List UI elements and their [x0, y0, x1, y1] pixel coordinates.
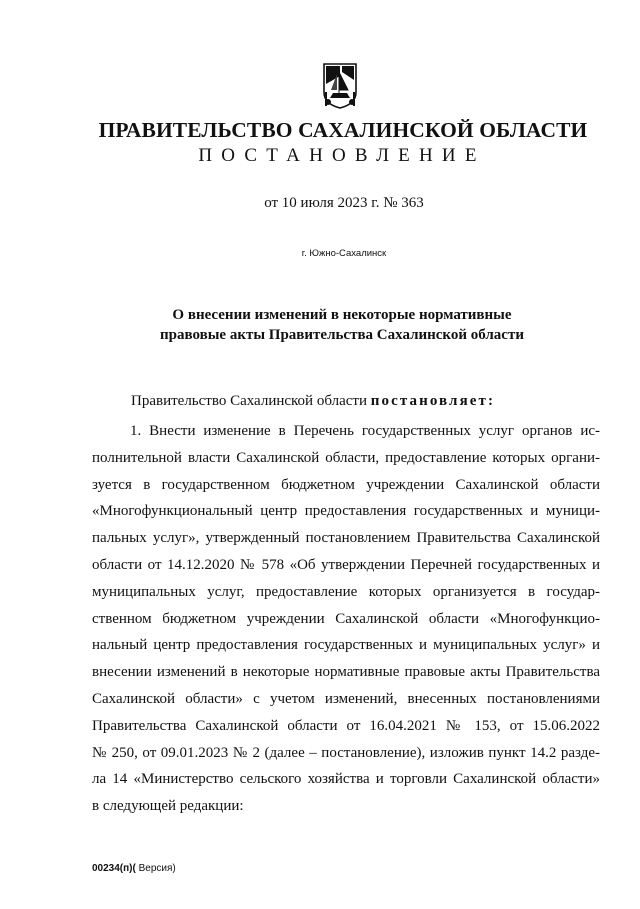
- body-line: в следующей редакции:: [92, 798, 244, 815]
- footer-code: [92, 863, 176, 874]
- body-line: Правительства Сахалинской области от 16.04.2021 № 153, от 15.06.2022: [92, 717, 600, 734]
- body-line: ла 14 «Министерство сельского хозяйства и торговли Сахалинской области»: [92, 771, 600, 788]
- body-line: внесении изменений в некоторые нормативные правовые акты Правительства: [92, 664, 600, 681]
- document-date-number: от 10 июля 2023 г. № 363: [264, 195, 424, 211]
- intro-resolves: постановляет:: [370, 393, 496, 409]
- body-line: муниципальных услуг, предоставление которых организуется в государ-: [92, 583, 600, 600]
- body-line: ственном бюджетном учреждении Сахалинской области «Многофункцио-: [92, 610, 600, 627]
- body-line: № 250, от 09.01.2023 № 2 (далее – постановление), изложив пункт 14.2 разде-: [92, 744, 600, 761]
- subject-line-1: О внесении изменений в некоторые нормативные: [172, 307, 512, 323]
- document-subject: [22, 305, 640, 345]
- resolution-body: [92, 418, 600, 820]
- body-line: Сахалинской области» с учетом изменений, внесенных постановлениями: [92, 690, 600, 707]
- resolution-intro: [131, 393, 495, 410]
- body-line: области от 14.12.2020 № 578 «Об утверждении Перечней государственных и: [92, 556, 600, 573]
- subject-line-2: правовые акты Правительства Сахалинской области: [160, 327, 524, 343]
- coat-of-arms-icon: [320, 62, 360, 110]
- body-line: «Многофункциональный центр предоставления государственных и муници-: [92, 503, 600, 520]
- document-type: ПОСТАНОВЛЕНИЕ: [198, 145, 486, 166]
- footer-version: Версия): [135, 863, 176, 874]
- intro-prefix: Правительство Сахалинской области: [131, 393, 371, 409]
- body-line: зуется в государственном бюджетном учреждении Сахалинской области: [92, 476, 600, 493]
- document-city: г. Южно-Сахалинск: [301, 248, 387, 259]
- body-line: 1. Внести изменение в Перечень государственных услуг органов ис-: [130, 423, 600, 439]
- body-line: полнительной власти Сахалинской области, предоставление которых органи-: [92, 449, 600, 466]
- government-title: ПРАВИТЕЛЬСТВО САХАЛИНСКОЙ ОБЛАСТИ: [98, 118, 588, 142]
- body-line: нальный центр предоставления государственных и муниципальных услуг» и: [92, 637, 600, 654]
- body-line: пальных услуг», утвержденный постановлением Правительства Сахалинской: [92, 530, 600, 547]
- footer-code-number: 00234(п)(: [92, 863, 136, 874]
